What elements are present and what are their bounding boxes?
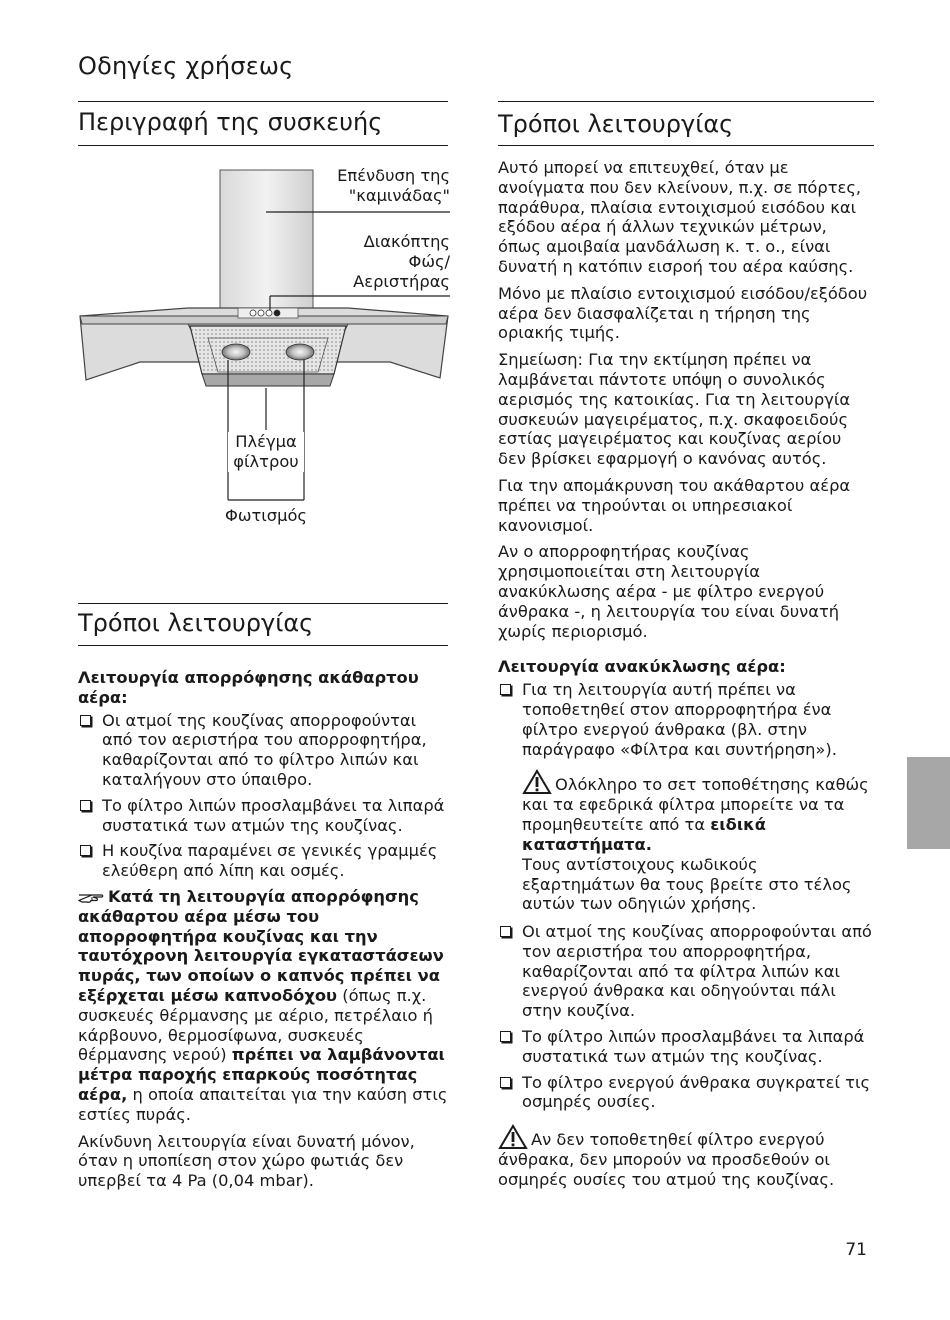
page-title: Οδηγίες χρήσεως [78, 52, 294, 80]
filter-label-line: φίλτρου [233, 452, 299, 471]
recirculation-heading: Λειτουργία ανακύκλωσης αέρα: [498, 657, 786, 677]
list-item [498, 922, 874, 1021]
list-item [78, 711, 450, 790]
switch-label-line: Αεριστήρας [353, 272, 450, 291]
checkbox-bullet-icon [78, 711, 102, 790]
paragraph: Σημείωση: Για την εκτίμηση πρέπει να λαμβάνεται πάντοτε υπόψη ο συνολικός αερισμός της κατοικίας. Για τη λειτουργία συσκευών μαγειρέματος, π.χ. σκαφοειδούς εστίας μαγειρέματος και κουζίνας αερίου δεν βρίσκει εφαρμογή ο κανόνας αυτός. [498, 350, 851, 469]
switch-label-line: Φώς/ [408, 252, 450, 271]
paragraph: Αν ο απορροφητήρας κουζίνας χρησιμοποιείται στη λειτουργία ανακύκλωσης αέρα - με φίλτρο ενεργού άνθρακα -, η λειτουργία του είναι δυνατή χωρίς περιορισμό. [498, 542, 840, 641]
warning-block [498, 1124, 874, 1190]
filter-label-line: Πλέγμα [235, 432, 297, 451]
warning-text: Ολόκληρο το σετ τοποθέτησης καθώς και τα εφεδρικά φίλτρα μπορείτε να τα προμηθευτείτε από τα [522, 775, 869, 835]
warning-bold-text: ειδικά καταστήματα. [522, 815, 766, 854]
checkbox-bullet-icon [78, 841, 102, 881]
hood-diagram [78, 148, 450, 538]
side-tab-marker [907, 757, 950, 849]
chimney-label [337, 166, 450, 206]
paragraph: Μόνο με πλαίσιο εντοιχισμού εισόδου/εξόδου αέρα δεν διασφαλίζεται η τήρηση της οριακής τιμής. [498, 283, 868, 343]
checkbox-bullet-icon [498, 1027, 522, 1067]
right-column [498, 158, 874, 1190]
description-heading: Περιγραφή της συσκευής [78, 108, 383, 136]
modes-heading-right: Τρόποι λειτουργίας [498, 110, 734, 138]
divider [78, 145, 448, 146]
divider [78, 645, 448, 646]
note-text: η οποία απαιτείται για την καύση στις εστίες πυράς. [78, 1084, 448, 1124]
modes-heading-left: Τρόποι λειτουργίας [78, 609, 314, 637]
exhaust-mode-heading: Λειτουργία απορρόφησης ακάθαρτου αέρα: [78, 668, 419, 707]
paragraph: Αυτό μπορεί να επιτευχθεί, όταν με ανοίγματα που δεν κλείνουν, π.χ. σε πόρτες, παράθυρα, πλαίσια εντοιχισμού εισόδου και εξόδου αέρα ή άλλων τεχνικών μέτρων, όπως αμοιβαία μανδάλωση κ. τ. ο., είναι δυνατή η κατόπιν εισροή του αέρα καύσης. [498, 158, 862, 276]
cooker-hood-illustration [78, 148, 450, 538]
filter-label [228, 432, 304, 472]
note-text: (όπως π.χ. συσκευές θέρμανσης με αέριο, πετρέλαιο ή κάρβουνο, θερμοσίφωνα, συσκευές θέρμανσης νερού) [78, 985, 433, 1065]
list-item [78, 841, 450, 881]
list-item-text: Το φίλτρο ενεργού άνθρακα συγκρατεί τις οσμηρές ουσίες. [522, 1072, 871, 1112]
divider [498, 145, 874, 146]
paragraph: Για την απομάκρυνση του ακάθαρτου αέρα πρέπει να τηρούνται οι υπηρεσιακοί κανονισμοί. [498, 475, 851, 535]
left-column [78, 668, 450, 1198]
list-item-text: Το φίλτρο λιπών προσλαμβάνει τα λιπαρά συστατικά των ατμών της κουζίνας. [522, 1027, 865, 1066]
list-item [498, 680, 874, 759]
chimney-label-line: Επένδυση της [337, 166, 450, 185]
note-bold-text: πρέπει να λαμβάνονται μέτρα παροχής επαρκούς ποσότητας αέρα, [78, 1045, 445, 1104]
list-item-text: Οι ατμοί της κουζίνας απορροφούνται από τον αεριστήρα του απορροφητήρα, καθαρίζονται από το φίλτρο λιπών και καταλήγουν στο ύπαιθρο. [102, 710, 427, 789]
warning-block [498, 769, 874, 914]
divider [78, 101, 448, 102]
checkbox-bullet-icon [498, 922, 522, 1021]
list-item [498, 1073, 874, 1113]
warning-triangle-icon [522, 769, 552, 795]
divider [498, 101, 874, 102]
note-bold-text: Κατά τη λειτουργία απορρόφησης ακάθαρτου αέρα μέσω του απορροφητήρα κουζίνας και την ταυτόχρονη λειτουργία εγκαταστάσεων πυράς, των οποίων ο καπνός πρέπει να εξέρχεται μέσω καπνοδόχου [78, 886, 444, 1005]
lighting-label: Φωτισμός [225, 506, 307, 525]
list-item-text: Για τη λειτουργία αυτή πρέπει να τοποθετηθεί στον απορροφητήρα ένα φίλτρο ενεργού άνθρακα (βλ. στην παράγραφο «Φίλτρα και συντήρηση»). [522, 680, 837, 759]
chimney-label-line: "καμινάδας" [348, 186, 450, 205]
list-item-text: Οι ατμοί της κουζίνας απορροφούνται από τον αεριστήρα του απορροφητήρα, καθαρίζονται από τα φίλτρα λιπών και ενεργού άνθρακα και οδηγούνται πάλι στην κουζίνα. [522, 922, 872, 1021]
pointing-hand-icon [78, 891, 104, 904]
divider [78, 603, 448, 604]
list-item [498, 1027, 874, 1067]
checkbox-bullet-icon [498, 1073, 522, 1113]
warning-text: Αν δεν τοποθετηθεί φίλτρο ενεργού άνθρακα, δεν μπορούν να προσδεθούν οι οσμηρές ουσίες του ατμού της κουζίνας. [498, 1130, 835, 1190]
list-item [78, 796, 450, 836]
switch-label [353, 232, 450, 292]
list-item-text: Το φίλτρο λιπών προσλαμβάνει τα λιπαρά συστατικά των ατμών της κουζίνας. [102, 795, 445, 835]
warning-text-continued: Τους αντίστοιχους κωδικούς εξαρτημάτων θα τους βρείτε στο τέλος αυτών των οδηγιών χρήσης. [522, 854, 852, 914]
switch-label-line: Διακόπτης [363, 232, 450, 251]
checkbox-bullet-icon [498, 680, 522, 759]
page-number: 71 [845, 1240, 867, 1260]
safety-note [78, 887, 450, 1125]
safe-operation-text: Ακίνδυνη λειτουργία είναι δυνατή μόνον, όταν η υποπίεση στον χώρο φωτιάς δεν υπερβεί τα 4 Pa (0,04 mbar). [78, 1131, 415, 1191]
warning-triangle-icon [498, 1124, 528, 1150]
list-item-text: Η κουζίνα παραμένει σε γενικές γραμμές ελεύθερη από λίπη και οσμές. [102, 841, 438, 881]
checkbox-bullet-icon [78, 796, 102, 836]
